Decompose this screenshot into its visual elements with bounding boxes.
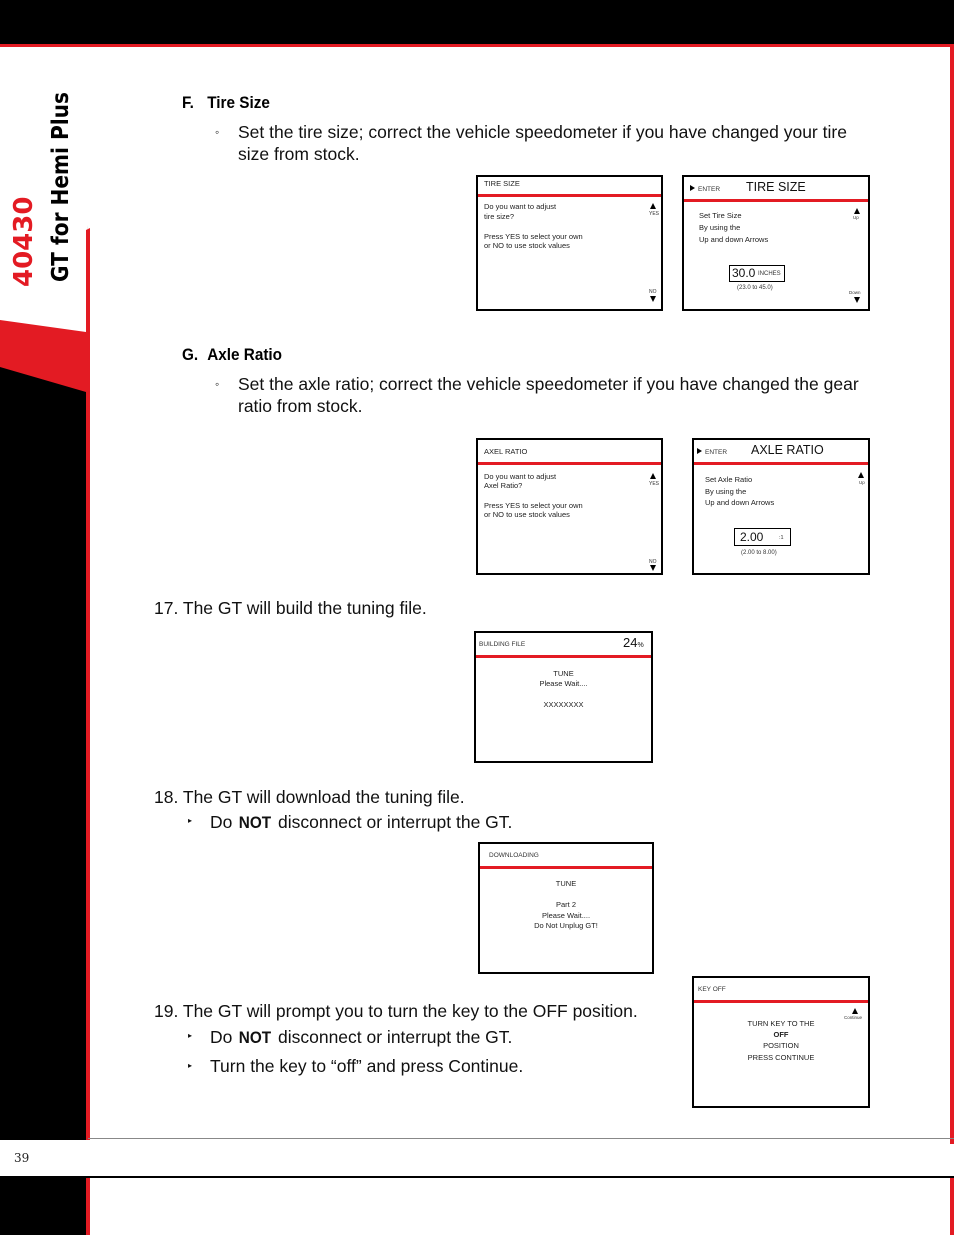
vertical-title-svg — [0, 92, 188, 292]
screen-line: Please Wait.... — [541, 911, 591, 920]
axle-ratio-question-screen — [476, 438, 663, 575]
screen-header — [478, 440, 661, 465]
screen-line: or NO to use stock values — [484, 510, 570, 519]
screen-line: OFF — [773, 1030, 789, 1039]
section-g-title: Axle Ratio — [207, 345, 283, 364]
step-text: The GT will prompt you to turn the key to the OFF position. — [182, 1001, 638, 1021]
screen-header — [694, 440, 868, 465]
screen-header — [694, 978, 868, 1003]
screen-line: Press YES to select your own — [484, 232, 583, 241]
step-19 — [154, 1000, 638, 1022]
screen-header — [476, 633, 651, 658]
unit: INCHES — [758, 271, 781, 277]
screen-line: Press YES to select your own — [484, 501, 583, 510]
section-f-letter: F. — [182, 93, 194, 112]
screen-line: PRESS CONTINUE — [747, 1053, 815, 1062]
screen-title: AXLE RATIO — [751, 443, 824, 457]
bullet-circle-icon: ◦ — [215, 377, 220, 391]
screen-line: Part 2 — [555, 900, 576, 909]
step-18 — [154, 786, 465, 808]
screen-title: AXEL RATIO — [484, 447, 528, 456]
down-arrow-icon[interactable] — [854, 297, 860, 303]
part-number: 40430 — [9, 196, 39, 287]
screen-line: POSITION — [763, 1041, 799, 1050]
step-18-bullet: Do NOT disconnect or interrupt the GT. — [210, 812, 513, 832]
range: (23.0 to 45.0) — [737, 285, 773, 291]
screen-line: Set Axle Ratio — [705, 475, 753, 484]
section-g-letter: G. — [182, 345, 199, 364]
screen-line: Axel Ratio? — [484, 481, 523, 490]
screen-line: TUNE — [553, 669, 574, 678]
value: 2.00 — [740, 530, 764, 544]
section-f-heading — [182, 93, 270, 113]
screen-title: DOWNLOADING — [489, 852, 539, 859]
screen-line: XXXXXXXX — [543, 700, 584, 709]
product-title: GT for Hemi Plus — [48, 92, 74, 282]
page-number: 39 — [14, 1151, 30, 1165]
bullet-circle-icon: ◦ — [215, 125, 220, 139]
bullet-triangle-icon: ▸ — [188, 1031, 193, 1040]
screen-header — [684, 177, 868, 202]
value: 30.0 — [732, 266, 756, 280]
downloading-screen — [478, 842, 654, 974]
axle-ratio-set-screen — [692, 438, 870, 575]
down-arrow-icon[interactable] — [650, 296, 656, 302]
screen-line: tire size? — [484, 212, 515, 221]
step-text: The GT will download the tuning file. — [182, 787, 465, 807]
section-g-heading — [182, 345, 282, 365]
screen-line: Set Tire Size — [699, 211, 742, 220]
down-arrow-icon[interactable] — [650, 565, 656, 571]
enter-label: ENTER — [697, 448, 727, 456]
footer-rule — [88, 1138, 954, 1139]
screen-line: TURN KEY TO THE — [747, 1019, 815, 1028]
screen-line: TUNE — [555, 879, 577, 888]
screen-line: Do Not Unplug GT! — [534, 921, 598, 930]
screen-line: Do you want to adjust — [484, 202, 557, 211]
step-text: The GT will build the tuning file. — [182, 598, 427, 618]
screen-line: Do you want to adjust — [484, 472, 557, 481]
tire-size-question-screen — [476, 175, 663, 311]
screen-line: or NO to use stock values — [484, 241, 570, 250]
up-arrow-icon[interactable] — [852, 1008, 858, 1014]
step-19-bullet-1: Do NOT disconnect or interrupt the GT. — [210, 1027, 513, 1047]
step-number: 19. — [154, 1001, 179, 1021]
yes-label: YES — [649, 481, 660, 487]
screen-title: TIRE SIZE — [484, 179, 520, 188]
screen-title: BUILDING FILE — [479, 641, 526, 648]
progress-percent: 24% — [623, 635, 644, 650]
up-arrow-icon[interactable] — [650, 473, 656, 479]
step-number: 17. — [154, 598, 179, 618]
screen-line: Please Wait.... — [539, 679, 588, 688]
screen-header — [480, 844, 652, 869]
bullet-triangle-icon: ▸ — [188, 816, 193, 825]
play-icon — [697, 448, 702, 454]
section-g-text: Set the axle ratio; correct the vehicle speedometer if you have changed the gear ratio from stock. — [238, 374, 859, 416]
screen-line: By using the — [699, 223, 741, 232]
screen-header — [478, 177, 661, 197]
up-arrow-icon[interactable] — [858, 472, 864, 478]
key-off-screen — [692, 976, 870, 1108]
value-display — [734, 528, 791, 546]
up-label: Up — [853, 215, 859, 220]
screen-line: Up and down Arrows — [699, 235, 769, 244]
screen-title: TIRE SIZE — [746, 180, 806, 194]
bullet-triangle-icon: ▸ — [188, 1061, 193, 1070]
range: (2.00 to 8.00) — [741, 550, 777, 556]
step-19-bullet-2: Turn the key to “off” and press Continue. — [210, 1056, 524, 1076]
step-number: 18. — [154, 787, 179, 807]
screen-line: Up and down Arrows — [705, 498, 775, 507]
enter-label: ENTER — [690, 185, 720, 193]
up-arrow-icon[interactable] — [854, 208, 860, 214]
up-label: Up — [859, 480, 865, 485]
screen-title: KEY OFF — [698, 986, 726, 993]
step-17 — [154, 597, 427, 619]
no-label: NO — [649, 289, 657, 295]
up-arrow-icon[interactable] — [650, 203, 656, 209]
down-label: Down — [849, 290, 861, 295]
play-icon — [690, 185, 695, 191]
no-label: NO — [649, 559, 657, 565]
yes-label: YES — [649, 211, 660, 217]
vertical-title — [0, 92, 188, 292]
building-file-screen — [474, 631, 653, 763]
continue-label[interactable]: Continue — [844, 1015, 863, 1020]
section-f-title: Tire Size — [207, 93, 270, 112]
unit: :1 — [779, 535, 784, 541]
section-f-text: Set the tire size; correct the vehicle speedometer if you have changed your tire size from stock. — [238, 122, 847, 164]
screen-line: By using the — [705, 487, 747, 496]
value-display — [729, 265, 785, 282]
tire-size-set-screen — [682, 175, 870, 311]
